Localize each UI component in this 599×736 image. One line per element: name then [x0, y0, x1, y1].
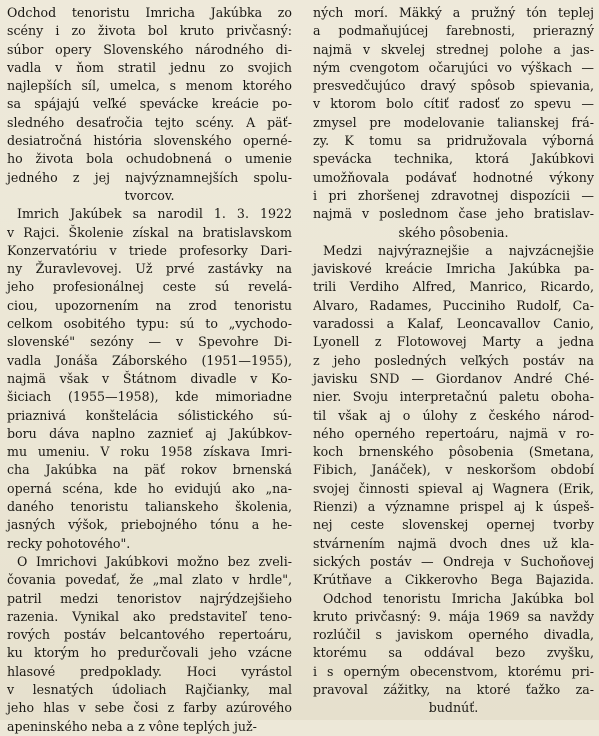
text-line: Odchod tenoristu Imricha Jakúbka bol — [323, 590, 594, 606]
text-line: ho života bola ochudobnená o umenie — [7, 151, 292, 167]
text-line: jasných výšok, priebojného tónu a he- — [7, 517, 292, 533]
text-line: varadossi a Kalaf, Leoncavallov Canio, — [313, 316, 594, 332]
text-line: ným cvengotom očarujúci vo výškach — — [313, 59, 594, 75]
text-line: mu umeniu. V roku 1958 získava Imri- — [7, 444, 292, 460]
text-line: ktorému sa oddával bezo zvyšku, — [313, 645, 594, 661]
text-line: cha Jakúbka na päť rokov brnenská — [7, 462, 292, 478]
text-line: zy. K tomu sa pridružovala výborná — [313, 133, 594, 149]
text-line: svojej činnosti spieval aj Wagnera (Erik, — [313, 480, 594, 496]
text-line: nier. Svoju interpretačnú paletu oboha- — [313, 389, 594, 405]
text-line: javisku SND — Giordanov André Ché- — [313, 370, 594, 386]
right-column — [313, 4, 594, 718]
text-line: spevácka technika, ktorá Jakúbkovi — [313, 151, 594, 167]
text-line: koch brnenského pôsobenia (Smetana, — [313, 444, 594, 460]
text-line: i pri zhoršenej zdravotnej dispozícii — — [313, 187, 594, 203]
text-line: daného tenoristu talianskeho školenia, — [7, 499, 292, 515]
text-line: v ktorom bolo cítiť radosť zo spevu — — [313, 96, 594, 112]
text-line: til však aj o úlohy z českého národ- — [313, 407, 594, 423]
text-line: i s operným obecenstvom, ktorému pri- — [313, 663, 594, 679]
text-line: kruto privčasný: 9. mája 1969 sa navždy — [313, 608, 594, 624]
text-line: celkom osobitého typu: sú to „vychodo- — [7, 316, 292, 332]
text-line: sa spájajú veľké spevácke kreácie po- — [7, 96, 292, 112]
text-line: jedného z jej najvýznamnejších spolu- — [7, 169, 292, 185]
text-line: sledného desaťročia tejto scény. A päť- — [7, 114, 292, 130]
text-line: patril medzi tenoristov najrýdzejšieho — [7, 590, 292, 606]
text-line: Rienzi) a významne prispel aj k úspeš- — [313, 499, 594, 515]
text-line: z jeho posledných veľkých postáv na — [313, 352, 594, 368]
text-line: scény i zo života bol kruto privčasný: — [7, 23, 292, 39]
text-line: priaznivá konštelácia sólistického sú- — [7, 407, 292, 423]
text-line: ského pôsobenia. — [398, 224, 509, 240]
text-line: Odchod tenoristu Imricha Jakúbka zo — [7, 5, 292, 20]
text-line: zmysel pre modelovanie talianskej frá- — [313, 114, 594, 130]
text-line: rových postáv belcantového repertoáru, — [7, 627, 292, 643]
text-line: sických postáv — Ondreja v Suchoňovej — [313, 553, 594, 569]
text-line: vadla v ňom stratil jednu zo svojich — [7, 59, 292, 75]
text-line: a podmaňujúcej farebnosti, prierazný — [313, 23, 594, 39]
text-line: recky pohotového". — [7, 535, 131, 551]
text-line: rozlúčil s javiskom operného divadla, — [313, 627, 594, 643]
text-line: tvorcov. — [124, 187, 175, 203]
text-line: boru dáva naplno zaznieť aj Jakúbkov- — [7, 425, 292, 441]
text-line: šiciach (1955—1958), kde mimoriadne — [7, 389, 292, 405]
text-line: desiatročná história slovenského operné- — [7, 133, 292, 149]
text-line: nej ceste slovenskej opernej tvorby — [313, 517, 594, 533]
text-line: ného operného repertoáru, najmä v ro- — [313, 425, 594, 441]
text-line: najmä však v Štátnom divadle v Ko- — [7, 370, 292, 386]
text-line: Konzervatóriu v triede profesorky Dari- — [7, 242, 292, 258]
text-line: slovenské" sezóny — v Spevohre Di- — [7, 334, 292, 350]
text-line: Imrich Jakúbek sa narodil 1. 3. 1922 — [17, 206, 292, 222]
text-line: Alvaro, Radames, Pucciniho Rudolf, Ca- — [313, 297, 594, 313]
text-line: ných morí. Mäkký a pružný tón teplej — [313, 5, 594, 20]
text-line: vadla Jonáša Záborského (1951—1955), — [7, 352, 292, 368]
text-line: pravoval zážitky, na ktoré ťažko za- — [313, 681, 594, 697]
text-line: najmä v skvelej strednej polohe a jas- — [313, 41, 594, 57]
text-line: javiskové kreácie Imricha Jakúbka pa- — [313, 261, 594, 277]
text-line: Fibich, Janáček), v neskoršom období — [313, 462, 594, 478]
text-line: presvedčujúco dravý spôsob spievania, — [313, 78, 594, 94]
text-line: hlasové predpoklady. Hoci vyrástol — [7, 663, 292, 679]
text-line: razenia. Vynikal ako predstaviteľ teno- — [7, 608, 292, 624]
text-line: Krútňave a Cikkerovho Bega Bajazida. — [313, 572, 594, 588]
text-line: trili Verdiho Alfred, Manrico, Ricardo, — [313, 279, 594, 295]
text-line: O Imrichovi Jakúbkovi možno bez zveli- — [17, 553, 292, 569]
text-line: najmä v poslednom čase jeho bratislav- — [313, 206, 594, 222]
column-gutter — [301, 0, 302, 720]
text-line: umožňovala podávať hodnotné výkony — [313, 169, 594, 185]
text-line: ny Žuravlevovej. Už prvé zastávky na — [7, 261, 292, 277]
text-line: v Rajci. Školenie získal na bratislavskom — [7, 224, 292, 240]
text-line: ku ktorým ho predurčovali jeho vzácne — [7, 645, 292, 661]
text-line: najlepších síl, umelca, s menom ktorého — [7, 78, 292, 94]
text-line: stvárnením najmä dvoch dnes už kla- — [313, 535, 594, 551]
text-line: apeninského neba a z vône teplých juž- — [7, 718, 257, 734]
left-column — [7, 4, 292, 736]
text-line: Lyonell z Flotowovej Marty a jedna — [313, 334, 594, 350]
text-line: jeho hlas v sebe čosi z farby azúrového — [7, 700, 292, 716]
text-line: operná scéna, kde ho evidujú ako „na- — [7, 480, 292, 496]
text-line: v lesnatých údoliach Rajčianky, mal — [7, 681, 292, 697]
text-line: jeho profesionálnej ceste sú revelá- — [7, 279, 292, 295]
text-line: čovania povedať, že „mal zlato v hrdle", — [7, 572, 292, 588]
text-line: ciou, upozornením na zrod tenoristu — [7, 297, 292, 313]
text-line: budnúť. — [428, 700, 479, 716]
text-line: Medzi najvýraznejšie a najvzácnejšie — [323, 242, 594, 258]
text-line: súbor opery Slovenského národného di- — [7, 41, 292, 57]
